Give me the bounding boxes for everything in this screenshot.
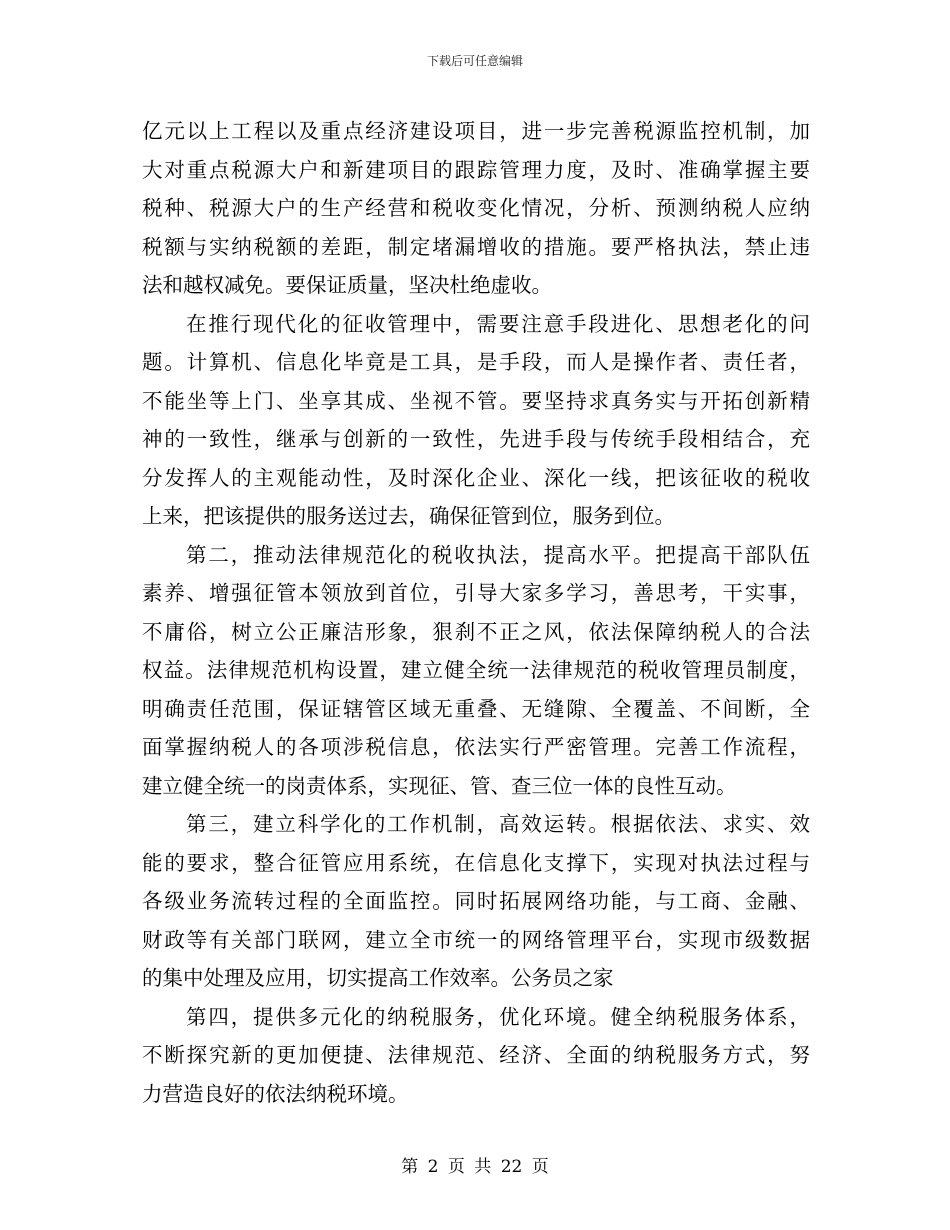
text-line: 分发挥人的主观能动性，及时深化企业、深化一线，把该征收的税收: [142, 465, 810, 490]
text-line: 能的要求，整合征管应用系统，在信息化支撑下，实现对执法过程与: [142, 850, 810, 875]
text-line: 第四，提供多元化的纳税服务，优化环境。健全纳税服务体系，: [186, 1004, 810, 1029]
text-line: 税额与实纳税额的差距，制定堵漏增收的措施。要严格执法，禁止违: [142, 234, 810, 259]
text-line: 建立健全统一的岗责体系，实现征、管、查三位一体的良性互动。: [142, 773, 737, 798]
paragraph-2: [142, 305, 810, 536]
text-line: 不能坐等上门、坐享其成、坐视不管。要坚持求真务实与开拓创新精: [142, 388, 810, 413]
text-line: 神的一致性，继承与创新的一致性，先进手段与传统手段相结合，充: [142, 427, 810, 451]
text-line: 税种、税源大户的生产经营和税收变化情况，分析、预测纳税人应纳: [142, 196, 810, 220]
text-line: 题。计算机、信息化毕竟是工具，是手段，而人是操作者、责任者，: [142, 350, 810, 374]
text-line: 权益。法律规范机构设置，建立健全统一法律规范的税收管理员制度，: [142, 658, 810, 682]
text-line: 第三，建立科学化的工作机制，高效运转。根据依法、求实、效: [186, 812, 810, 836]
paragraph-5: [142, 998, 810, 1114]
text-line: 面掌握纳税人的各项涉税信息，依法实行严密管理。完善工作流程，: [142, 735, 810, 759]
paragraph-3: [142, 536, 810, 806]
page-header: 下载后可任意编辑: [426, 54, 523, 68]
text-line: 不断探究新的更加便捷、法律规范、经济、全面的纳税服务方式，努: [142, 1043, 810, 1067]
text-line: 素养、增强征管本领放到首位，引导大家多学习，善思考，干实事，: [142, 581, 810, 605]
paragraph-1: [142, 112, 810, 305]
text-line: 力营造良好的依法纳税环境。: [142, 1081, 409, 1106]
paragraph-4: [142, 805, 810, 998]
text-line: 不庸俗，树立公正廉洁形象，狠刹不正之风，依法保障纳税人的合法: [142, 619, 810, 644]
text-line: 的集中处理及应用，切实提高工作效率。公务员之家: [142, 966, 614, 990]
text-line: 法和越权减免。要保证质量，坚决杜绝虚收。: [142, 273, 552, 297]
page-number-footer: 第 2 页 共 22 页: [401, 1157, 549, 1177]
text-line: 财政等有关部门联网，建立全市统一的网络管理平台，实现市级数据: [142, 927, 810, 952]
text-line: 大对重点税源大户和新建项目的跟踪管理力度，及时、准确掌握主要: [142, 157, 810, 182]
text-line: 第二，推动法律规范化的税收执法，提高水平。把提高干部队伍: [186, 542, 810, 567]
text-line: 各级业务流转过程的全面监控。同时拓展网络功能，与工商、金融、: [142, 889, 810, 913]
text-line: 上来，把该提供的服务送过去，确保征管到位，服务到位。: [142, 504, 675, 528]
text-line: 亿元以上工程以及重点经济建设项目，进一步完善税源监控机制，加: [142, 119, 810, 143]
text-line: 在推行现代化的征收管理中，需要注意手段进化、思想老化的问: [186, 311, 810, 336]
text-line: 明确责任范围，保证辖管区域无重叠、无缝隙、全覆盖、不间断，全: [142, 696, 810, 721]
document-body: [142, 112, 810, 1113]
